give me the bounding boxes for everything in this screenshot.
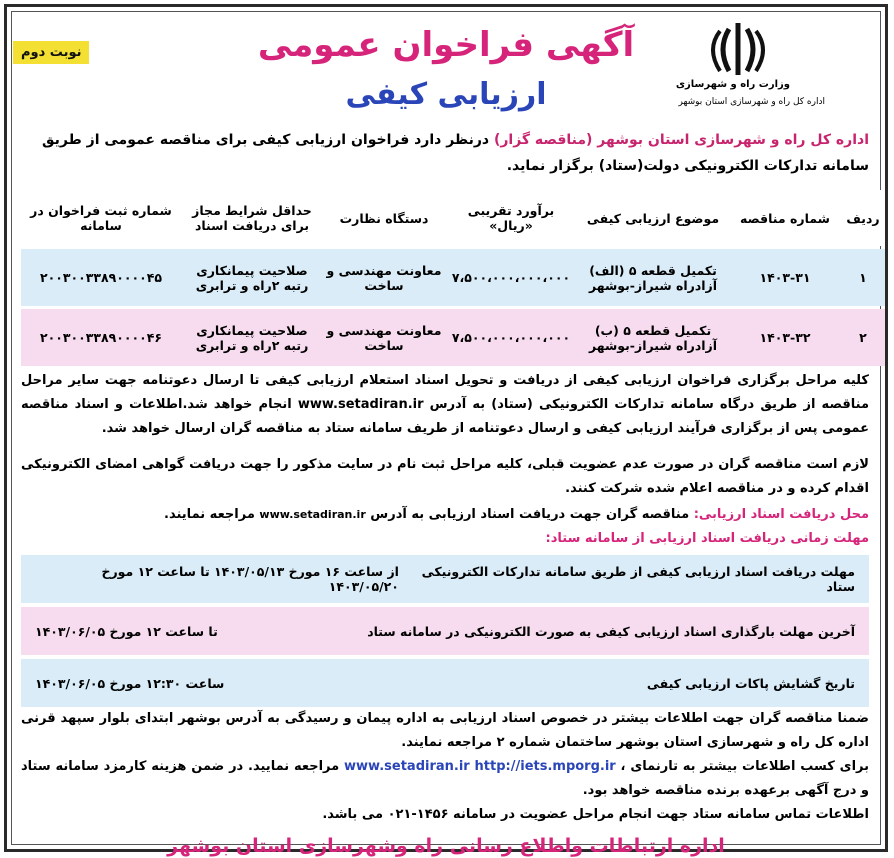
deadline-row [21, 555, 869, 603]
deadline-label: آخرین مهلت بارگذاری اسناد ارزیابی کیفی به صورت الکترونیکی در سامانه ستاد [367, 623, 855, 639]
tender-table [21, 187, 885, 369]
info-links[interactable]: www.setadiran.ir http://iets.mporg.ir [344, 759, 616, 774]
intro-text: درنظر دارد فراخوان ارزیابی کیفی برای مناقصه عمومی از طریق سامانه تدارکات الکترونیکی دولت(ستاد) برگزار نماید. [42, 132, 869, 174]
col-header-tender-no: شماره مناقصه [729, 190, 841, 246]
deadline-label: تاریخ گشایش پاکات ارزیابی کیفی [646, 675, 855, 691]
info-text-end: مراجعه نمایید. در ضمن هزینه کارمزد سامانه ستاد و درج آگهی برعهده برنده مناقصه خواهد بود. [21, 759, 869, 798]
documents-location-text: مناقصه گران جهت دریافت اسناد ارزیابی به آدرس [365, 507, 694, 522]
info-text: برای کسب اطلاعات بیشتر به تارنمای ، [615, 759, 869, 774]
deadline-label: مهلت دریافت اسناد ارزیابی کیفی از طریق سامانه تدارکات الکترونیکی ستاد [421, 564, 855, 594]
footer-title: اداره ارتباطات واطلاع رسانی راه وشهرسازی استان بوشهر [167, 835, 725, 857]
documents-location-end: مراجعه نمایند. [164, 507, 260, 522]
process-paragraph [21, 369, 869, 441]
cell-min-qualification: صلاحیت پیمانکاری رتبه ۲راه و ترابری [181, 249, 323, 306]
table-row [21, 249, 885, 306]
page-title: آگهی فراخوان عمومی [257, 25, 635, 65]
col-header-min-qualification: حداقل شرایط مجاز برای دریافت اسناد [181, 190, 323, 246]
col-header-reg-no: شماره ثبت فراخوان در سامانه [21, 190, 181, 246]
deadline-value: ساعت ۱۲:۳۰ مورخ ۱۴۰۳/۰۶/۰۵ [35, 675, 225, 691]
organizer-name: اداره کل راه و شهرسازی استان بوشهر (مناقصه گزار) [493, 132, 869, 148]
page-subtitle: ارزیابی کیفی [345, 77, 547, 112]
contact-paragraph: ضمنا مناقصه گران جهت اطلاعات بیشتر در خصوص اسناد ارزیابی به اداره پیمان و رسیدگی به آدرس بوشهر ابتدای بلوار سپهد قرنی اداره کل راه و شهرسازی استان بوشهر ساختمان شماره ۲ مراجعه نمایند. [21, 711, 869, 750]
deadline-row [21, 659, 869, 707]
table-row [21, 309, 885, 366]
process-text: کلیه مراحل برگزاری فراخوان ارزیابی کیفی از دریافت و تحویل اسناد استعلام ارزیابی کیفی تا ارسال دعوتنامه جهت سایر مراحل مناقصه از طریق درگاه سامانه تدارکات الکترونیکی (ستاد) به آدرس [21, 373, 869, 412]
cell-tender-no: ۱۴۰۳-۳۱ [729, 249, 841, 306]
cell-estimate: ۷،۵۰۰،۰۰۰،۰۰۰،۰۰۰ [445, 249, 577, 306]
announcement-frame [4, 4, 888, 857]
col-header-row-no: ردیف [841, 190, 885, 246]
membership-paragraph: لازم است مناقصه گران در صورت عدم عضویت قبلی، کلیه مراحل ثبت نام در سایت مذکور را جهت دریافت گواهی امضای الکترونیکی اقدام کرده و در مناقصه اعلام شده شرکت کنند. [21, 457, 869, 496]
round-badge: نوبت دوم [13, 41, 89, 64]
ministry-name: وزارت راه و شهرسازی [675, 79, 790, 90]
documents-location-link[interactable]: www.setadiran.ir [259, 508, 366, 521]
cell-row-no: ۲ [841, 309, 885, 366]
deadline-value: از ساعت ۱۶ مورخ ۱۴۰۳/۰۵/۱۳ تا ساعت ۱۲ مورخ ۱۴۰۳/۰۵/۲۰ [101, 564, 399, 594]
documents-location [21, 503, 869, 527]
col-header-estimate: برآورد تقریبی «ریال» [445, 190, 577, 246]
col-header-supervisor: دستگاه نظارت [323, 190, 445, 246]
cell-supervisor: معاونت مهندسی و ساخت [323, 249, 445, 306]
intro-paragraph [21, 127, 869, 179]
department-name: اداره کل راه و شهرسازی استان بوشهر [678, 97, 825, 107]
cell-supervisor: معاونت مهندسی و ساخت [323, 309, 445, 366]
cell-tender-no: ۱۴۰۳-۳۲ [729, 309, 841, 366]
cell-reg-no: ۲۰۰۳۰۰۳۳۸۹۰۰۰۰۴۶ [21, 309, 181, 366]
support-paragraph: اطلاعات تماس سامانه ستاد جهت انجام مراحل عضویت در سامانه ۱۴۵۶-۰۲۱ می باشد. [322, 807, 869, 822]
cell-estimate: ۷،۵۰۰،۰۰۰،۰۰۰،۰۰۰ [445, 309, 577, 366]
setad-link[interactable]: www.setadiran.ir [297, 397, 424, 412]
deadline-heading: مهلت زمانی دریافت اسناد ارزیابی از سامانه ستاد: [545, 531, 869, 546]
table-header-row [21, 190, 885, 246]
cell-reg-no: ۲۰۰۳۰۰۳۳۸۹۰۰۰۰۴۵ [21, 249, 181, 306]
cell-subject: تکمیل قطعه ۵ (ب) آزادراه شیراز-بوشهر [577, 309, 729, 366]
info-paragraph [21, 755, 869, 803]
process-text-end: انجام خواهد شد.اطلاعات و اسناد مناقصه عمومی پس از برگزاری فرآیند ارزیابی کیفی و ارسال دعوتنامه از طریف سامانه ستاد به مناقصه گران ارسال خواهد شد. [21, 397, 869, 436]
deadline-value: تا ساعت ۱۲ مورخ ۱۴۰۳/۰۶/۰۵ [35, 623, 218, 639]
cell-subject: تکمیل قطعه ۵ (الف) آزادراه شیراز-بوشهر [577, 249, 729, 306]
cell-min-qualification: صلاحیت پیمانکاری رتبه ۲راه و ترابری [181, 309, 323, 366]
deadlines-table [21, 555, 869, 711]
deadline-row [21, 607, 869, 655]
col-header-subject: موضوع ارزیابی کیفی [577, 190, 729, 246]
cell-row-no: ۱ [841, 249, 885, 306]
documents-location-label: محل دریافت اسناد ارزیابی: [693, 507, 869, 522]
